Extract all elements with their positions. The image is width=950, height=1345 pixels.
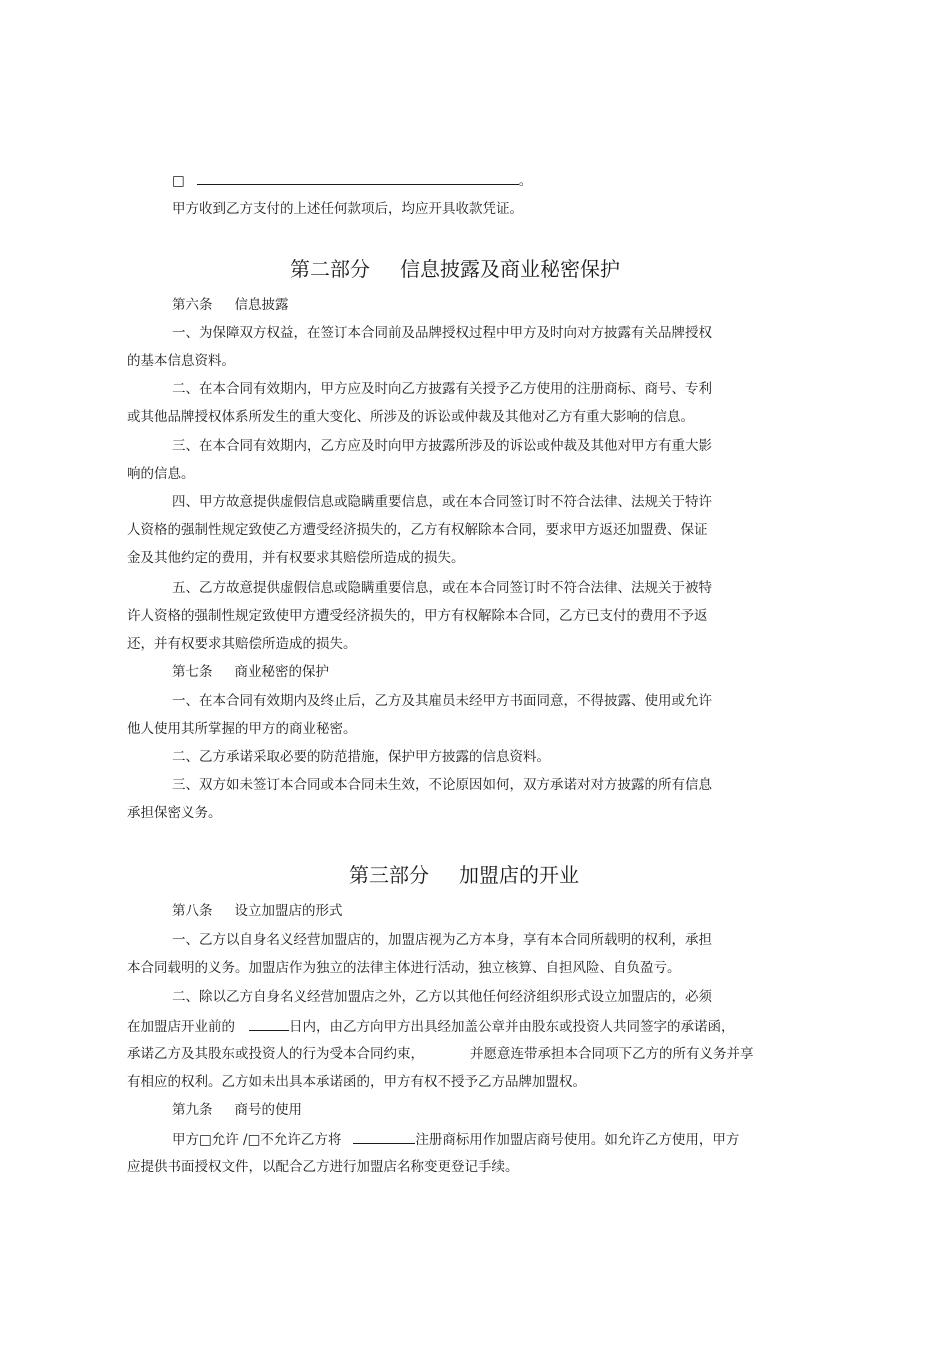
art7-p3-line2: 承担保密义务。: [127, 805, 222, 821]
art6-p5-line1: 五、乙方故意提供虚假信息或隐瞒重要信息，或在本合同签订时不符合法律、法规关于被特: [172, 580, 712, 596]
art6-p2-line2: 或其他品牌授权体系所发生的重大变化、所涉及的诉讼或仲裁及其他对乙方有重大影响的信息。: [127, 409, 694, 425]
part2-title: 第二部分 信息披露及商业秘密保护: [290, 257, 620, 281]
art9-line2: 应提供书面授权文件，以配合乙方进行加盟店名称变更登记手续。: [127, 1159, 519, 1175]
art6-p2-line1: 二、在本合同有效期内，甲方应及时向乙方披露有关授予乙方使用的注册商标、商号、专利: [172, 381, 712, 397]
art7-p2: 二、乙方承诺采取必要的防范措施，保护甲方披露的信息资料。: [172, 749, 550, 765]
end-mark: 。: [518, 173, 533, 189]
checkbox[interactable]: □: [172, 173, 185, 189]
art6-p4-line1: 四、甲方故意提供虚假信息或隐瞒重要信息，或在本合同签订时不符合法律、法规关于特许: [172, 494, 712, 510]
art6-p4-line2: 人资格的强制性规定致使乙方遭受经济损失的，乙方有权解除本合同，要求甲方返还加盟费、保证: [127, 522, 708, 538]
art6-p3-line2: 响的信息。: [127, 466, 195, 482]
art7-p1-line2: 他人使用其所掌握的甲方的商业秘密。: [127, 721, 357, 737]
art6-p5-line3: 还，并有权要求其赔偿所造成的损失。: [127, 636, 357, 652]
art8-p1-line2: 本合同载明的义务。加盟店作为独立的法律主体进行活动，独立核算、自担风险、自负盈亏。: [127, 960, 681, 976]
trademark-blank[interactable]: [353, 1129, 415, 1144]
art6-p4-line3: 金及其他约定的费用，并有权要求其赔偿所造成的损失。: [127, 550, 465, 566]
art8-p1-line1: 一、乙方以自身名义经营加盟店的，加盟店视为乙方本身，享有本合同所载明的权利，承担: [172, 932, 712, 948]
art9-line1: 甲方□允许 /□不允许乙方将 注册商标用作加盟店商号使用。如允许乙方使用，甲方: [172, 1129, 739, 1149]
blank-field[interactable]: [197, 170, 519, 185]
art8-p2-line3: 承诺乙方及其股东或投资人的行为受本合同约束， 并愿意连带承担本合同项下乙方的所有义务并享: [127, 1046, 754, 1062]
days-blank[interactable]: [249, 1016, 289, 1031]
part3-title: 第三部分 加盟店的开业: [349, 863, 579, 887]
art6-p3-line1: 三、在本合同有效期内，乙方应及时向甲方披露所涉及的诉讼或仲裁及其他对甲方有重大影: [172, 438, 712, 454]
art7-p1-line1: 一、在本合同有效期内及终止后，乙方及其雇员未经甲方书面同意，不得披露、使用或允许: [172, 693, 712, 709]
art6-p5-line2: 许人资格的强制性规定致使甲方遭受经济损失的，甲方有权解除本合同，乙方已支付的费用不予返: [127, 608, 708, 624]
checkbox-line: [172, 170, 532, 190]
receipt-text: 甲方收到乙方支付的上述任何款项后，均应开具收款凭证。: [172, 201, 523, 217]
art7-p3-line1: 三、双方如未签订本合同或本合同未生效，不论原因如何，双方承诺对对方披露的所有信息: [172, 777, 712, 793]
art6-p1-line2: 的基本信息资料。: [127, 353, 235, 369]
article-7-heading: 第七条 商业秘密的保护: [172, 664, 329, 680]
art6-p1-line1: 一、为保障双方权益，在签订本合同前及品牌授权过程中甲方及时向对方披露有关品牌授权: [172, 325, 712, 341]
art8-p2-line2: 在加盟店开业前的 日内，由乙方向甲方出具经加盖公章并由股东或投资人共同签字的承诺函，: [127, 1016, 735, 1036]
article-9-heading: 第九条 商号的使用: [172, 1102, 302, 1118]
article-6-heading: 第六条 信息披露: [172, 297, 289, 313]
art8-p2-line1: 二、除以乙方自身名义经营加盟店之外，乙方以其他任何经济组织形式设立加盟店的，必须: [172, 989, 712, 1005]
art8-p2-line4: 有相应的权利。乙方如未出具本承诺函的，甲方有权不授予乙方品牌加盟权。: [127, 1074, 586, 1090]
article-8-heading: 第八条 设立加盟店的形式: [172, 903, 343, 919]
